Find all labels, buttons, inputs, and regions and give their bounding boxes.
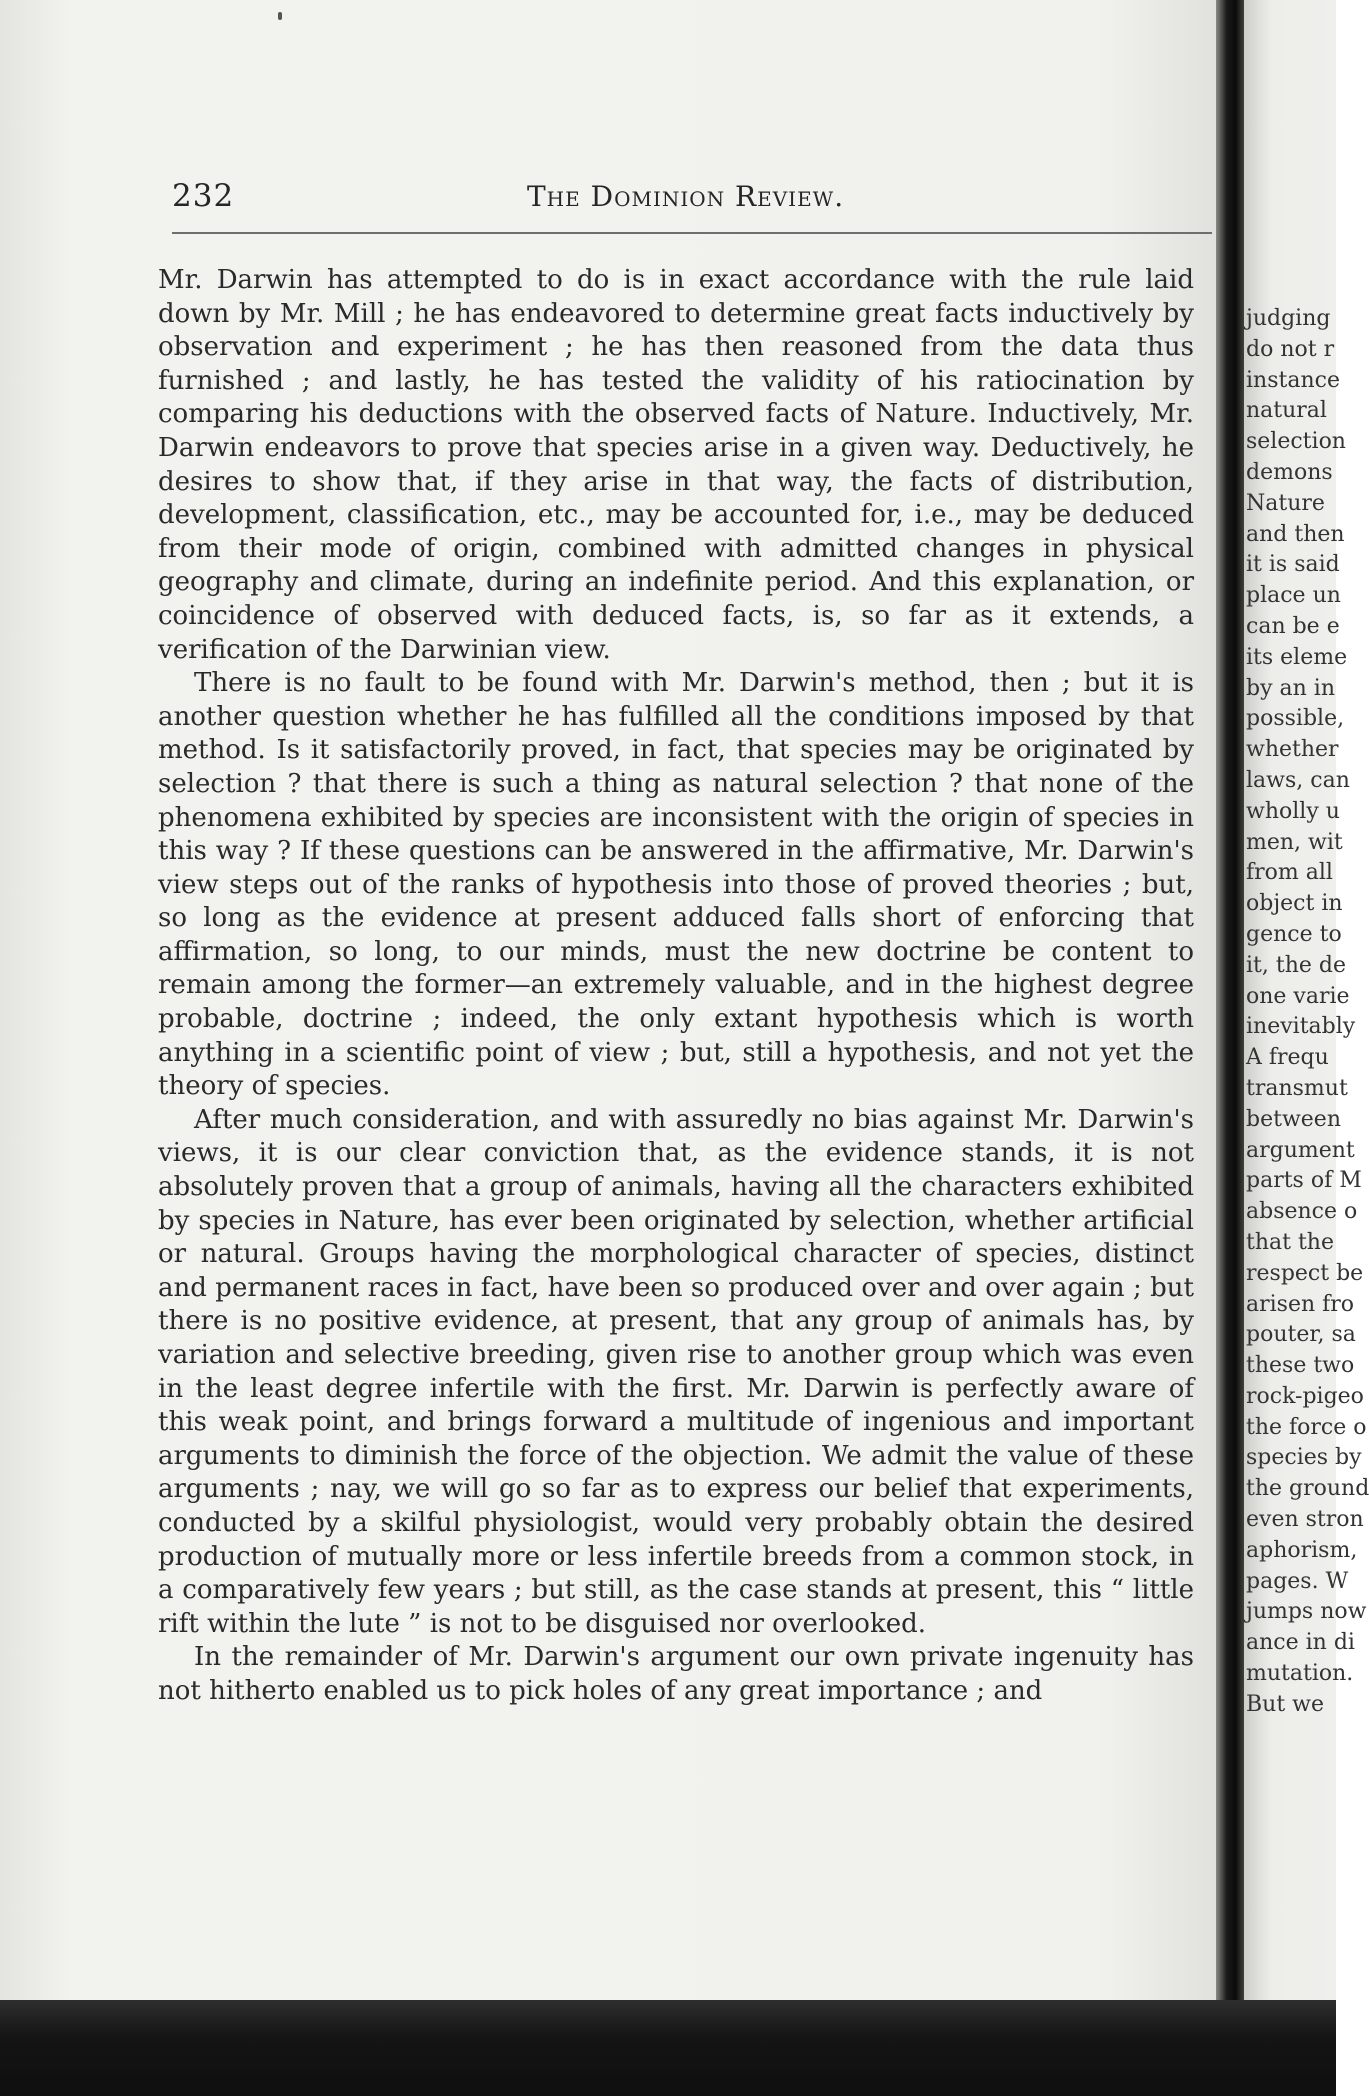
facing-page-line: it, the de: [1246, 952, 1346, 978]
body-text: [158, 264, 1194, 1709]
facing-page-line: the force o: [1246, 1414, 1367, 1440]
facing-page-line: pages. W: [1246, 1568, 1349, 1594]
facing-page-line: judging: [1246, 306, 1331, 331]
facing-page-line: laws, can: [1246, 767, 1350, 793]
facing-page-line: mutation.: [1246, 1661, 1354, 1687]
facing-page-line: jumps now: [1246, 1599, 1367, 1625]
page-header: [172, 178, 1192, 218]
facing-page-line: from all: [1246, 860, 1333, 886]
header-rule: [172, 232, 1212, 234]
facing-page-line: natural: [1246, 398, 1327, 424]
page-number: 232: [172, 178, 235, 214]
facing-page-line: even stron: [1246, 1507, 1364, 1533]
facing-page-line: A frequ: [1246, 1045, 1329, 1071]
paragraph: There is no fault to be found with Mr. Darwin's method, then ; but it is another question whether he has fulfilled all the conditions imposed by that method. Is it satisfactorily proved, in fact, that species may be originated by selection ? that there is such a thing as natural selection ? that none of the phenomena exhibited by species are inconsistent with the origin of species in this way ? If these questions can be answered in the affirmative, Mr. Darwin's view steps out of the ranks of hypothesis into those of proved theories ; but, so long as the evidence at present adduced falls short of enforcing that affirmation, so long, to our minds, must the new doctrine be content to remain among the former—an extremely valuable, and in the highest degree probable, doctrine ; indeed, the only extant hypothesis which is worth anything in a scientific point of view ; but, still a hypothesis, and not yet the theory of species.: [158, 668, 1194, 1102]
facing-page-line: aphorism,: [1246, 1537, 1358, 1563]
facing-page-line: that the: [1246, 1229, 1334, 1255]
facing-page-line: pouter, sa: [1246, 1322, 1356, 1348]
facing-page-line: rock-pigeo: [1246, 1383, 1364, 1409]
facing-page-line: ance in di: [1246, 1630, 1355, 1656]
book-gutter: [1216, 0, 1246, 2000]
facing-page-line: its eleme: [1246, 644, 1348, 670]
facing-page-line: these two: [1246, 1353, 1355, 1379]
facing-page-line: absence o: [1246, 1199, 1358, 1225]
facing-page-line: But we: [1246, 1691, 1325, 1717]
facing-page-line: inevitably: [1246, 1014, 1356, 1040]
facing-page-line: gence to: [1246, 921, 1342, 947]
facing-page-line: respect be: [1246, 1260, 1364, 1286]
facing-page-line: men, wit: [1246, 829, 1343, 855]
facing-page-text: [1246, 304, 1369, 1721]
facing-page-line: Nature: [1246, 490, 1325, 516]
facing-page-line: place un: [1246, 583, 1341, 609]
facing-page-line: argument: [1246, 1137, 1355, 1163]
ink-speck: [278, 12, 282, 20]
facing-page-line: it is said: [1246, 552, 1340, 578]
paragraph: Mr. Darwin has attempted to do is in exact accordance with the rule laid down by Mr. Mill ; he has endeavored to determine great facts inductively by observation and experiment ; he has then reasoned from the data thus furnished ; and lastly, he has tested the validity of his ratiocination by comparing his deductions with the observed facts of Nature. Inductively, Mr. Darwin endeavors to prove that species arise in a given way. Deductively, he desires to show that, if they arise in that way, the facts of distribution, development, classification, etc., may be accounted for, i.e., may be deduced from their mode of origin, combined with admitted changes in physical geography and climate, during an indefinite period. And this explanation, or coincidence of observed with deduced facts, is, so far as it extends, a verification of the Darwinian view.: [158, 265, 1194, 665]
facing-page-line: and then: [1246, 521, 1345, 547]
facing-page-line: can be e: [1246, 613, 1340, 639]
facing-page-line: whether: [1246, 737, 1339, 763]
facing-page-line: species by: [1246, 1445, 1362, 1471]
facing-page-line: between: [1246, 1106, 1341, 1132]
facing-page-line: by an in: [1246, 675, 1335, 701]
facing-page-line: instance: [1246, 367, 1340, 393]
facing-page-line: arisen fro: [1246, 1291, 1355, 1317]
facing-page-line: one varie: [1246, 983, 1350, 1009]
paragraph: After much consideration, and with assuredly no bias against Mr. Darwin's views, it is our clear conviction that, as the evidence stands, it is not absolutely proven that a group of animals, having all the characters exhibited by species in Nature, has ever been originated by selection, whether artificial or natural. Groups having the morphological character of species, distinct and permanent races in fact, have been so produced over and over again ; but there is no positive evidence, at present, that any group of animals has, by variation and selective breeding, given rise to another group which was even in the least degree infertile with the first. Mr. Darwin is perfectly aware of this weak point, and brings forward a multitude of ingenious and important arguments to diminish the force of the objection. We admit the value of these arguments ; nay, we will go so far as to express our belief that experiments, conducted by a skilful physiologist, would very probably obtain the desired production of mutually more or less infertile breeds from a common stock, in a comparatively few years ; but still, as the case stands at present, this “ little rift within the lute ” is not to be disguised nor overlooked.: [158, 1104, 1194, 1639]
paragraph: In the remainder of Mr. Darwin's argument our own private ingenuity has not hitherto enabled us to pick holes of any great importance ; and: [158, 1642, 1194, 1706]
scan-bottom-edge: [0, 2000, 1336, 2096]
facing-page-line: object in: [1246, 891, 1343, 917]
facing-page-line: the ground: [1246, 1476, 1369, 1502]
facing-page-line: possible,: [1246, 706, 1345, 732]
facing-page-line: demons: [1246, 459, 1333, 485]
running-head: The Dominion Review.: [527, 180, 845, 213]
facing-page-line: transmut: [1246, 1075, 1348, 1101]
facing-page-line: selection: [1246, 429, 1346, 455]
facing-page-line: parts of M: [1246, 1168, 1362, 1194]
facing-page-line: do not r: [1246, 336, 1335, 362]
facing-page-line: wholly u: [1246, 798, 1340, 824]
